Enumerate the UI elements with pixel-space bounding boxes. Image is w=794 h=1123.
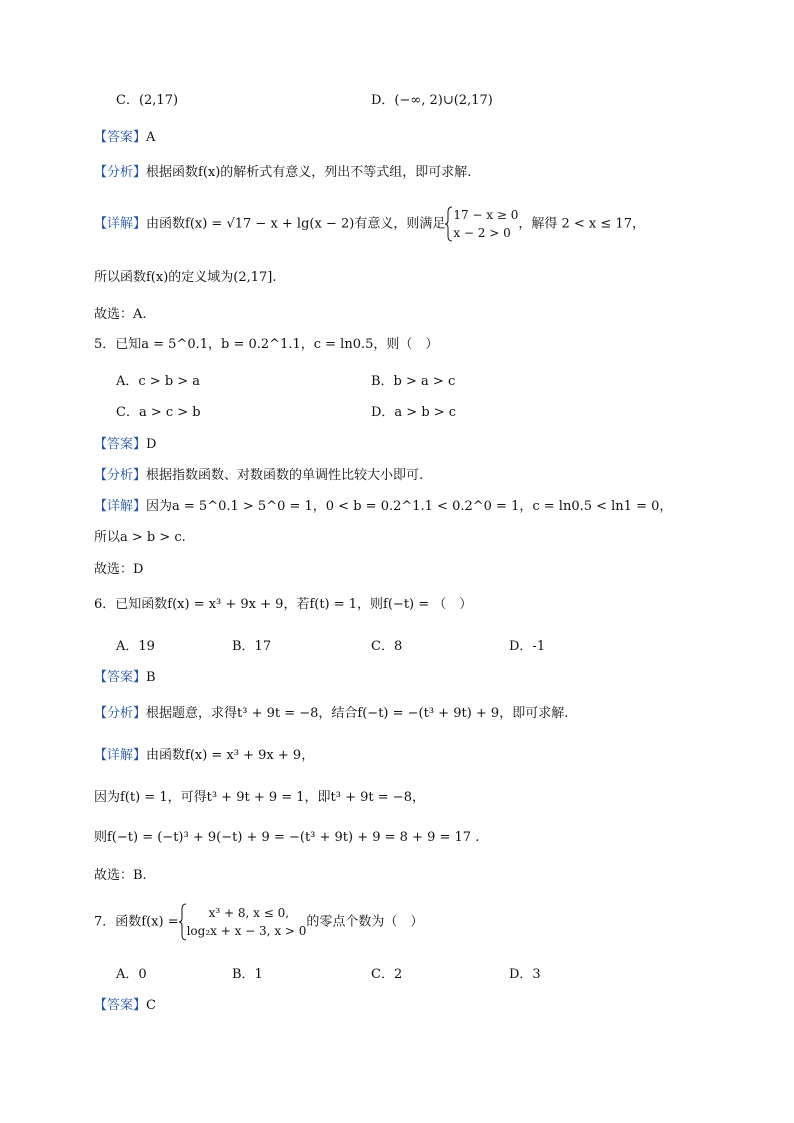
q5-stem: 5．已知a = 5^0.1，b = 0.2^1.1，c = ln0.5，则（ ） [94,337,439,352]
q7-piecewise: x³ + 8, x ≤ 0, log₂x + x − 3, x > 0 [186,906,307,938]
q6-option-c: C．8 [371,639,403,654]
q7-option-a: A．0 [116,967,147,982]
q5-option-c: C．a > c > b [116,405,201,420]
detail-tag: 【详解】 [94,748,147,763]
answer-tag: 【答案】 [94,437,147,452]
q4-conclusion: 故选：A. [94,307,147,322]
q4-answer: 【答案】A [94,130,156,145]
q6-answer: 【答案】B [94,670,156,685]
q4-detail: 【详解】由函数f(x) = √17 − x + lg(x − 2)有意义，则满足 17 − x ≥ 0 x − 2 > 0 ，解得 2 < x ≤ 17， [94,208,645,240]
q5-option-b: B．b > a > c [371,374,456,389]
q5-detail: 【详解】因为a = 5^0.1 > 5^0 = 1，0 < b = 0.2^1.1 < 0.2^0 = 1，c = ln0.5 < ln1 = 0， [94,499,673,514]
q5-option-d: D．a > b > c [371,405,457,420]
analysis-tag: 【分析】 [94,706,147,721]
q6-option-a: A．19 [116,639,155,654]
detail-tag: 【详解】 [94,499,147,514]
q5-detail-2: 所以a > b > c. [94,530,186,545]
q6-detail-2: 因为f(t) = 1，可得t³ + 9t + 9 = 1，即t³ + 9t = −8， [94,790,425,805]
analysis-tag: 【分析】 [94,468,147,483]
q6-detail-3: 则f(−t) = (−t)³ + 9(−t) + 9 = −(t³ + 9t) + 9 = 8 + 9 = 17 . [94,830,480,845]
analysis-tag: 【分析】 [94,165,147,180]
q4-option-d: D．(−∞, 2)∪(2,17) [371,93,493,108]
q6-option-d: D．-1 [509,639,546,654]
q7-option-b: B．1 [232,967,263,982]
q6-stem: 6．已知函数f(x) = x³ + 9x + 9，若f(t) = 1，则f(−t) = （ ） [94,597,473,612]
q4-inequality-system: 17 − x ≥ 0 x − 2 > 0 [453,208,519,240]
q5-option-a: A．c > b > a [116,374,201,389]
q6-option-b: B．17 [232,639,272,654]
q6-conclusion: 故选：B. [94,868,147,883]
left-brace [179,903,187,941]
q7-option-c: C．2 [371,967,403,982]
q5-analysis: 【分析】根据指数函数、对数函数的单调性比较大小即可. [94,468,424,483]
q4-option-c: C．(2,17) [116,93,179,108]
q5-conclusion: 故选：D [94,562,144,577]
answer-tag: 【答案】 [94,130,147,145]
q4-detail-2: 所以函数f(x)的定义域为(2,17]. [94,270,277,285]
q6-analysis: 【分析】根据题意，求得t³ + 9t = −8，结合f(−t) = −(t³ + 9t) + 9，即可求解. [94,706,569,721]
q4-analysis: 【分析】根据函数f(x)的解析式有意义，列出不等式组，即可求解. [94,165,472,180]
detail-tag: 【详解】 [94,216,147,232]
answer-tag: 【答案】 [94,670,147,685]
q6-detail: 【详解】由函数f(x) = x³ + 9x + 9， [94,748,315,763]
q7-stem: 7．函数f(x) = x³ + 8, x ≤ 0, log₂x + x − 3, x > 0 的零点个数为（ ） [94,903,423,942]
left-brace [445,206,453,242]
q5-answer: 【答案】D [94,437,157,452]
q7-option-d: D．3 [509,967,541,982]
q7-answer: 【答案】C [94,998,156,1013]
answer-tag: 【答案】 [94,998,147,1013]
